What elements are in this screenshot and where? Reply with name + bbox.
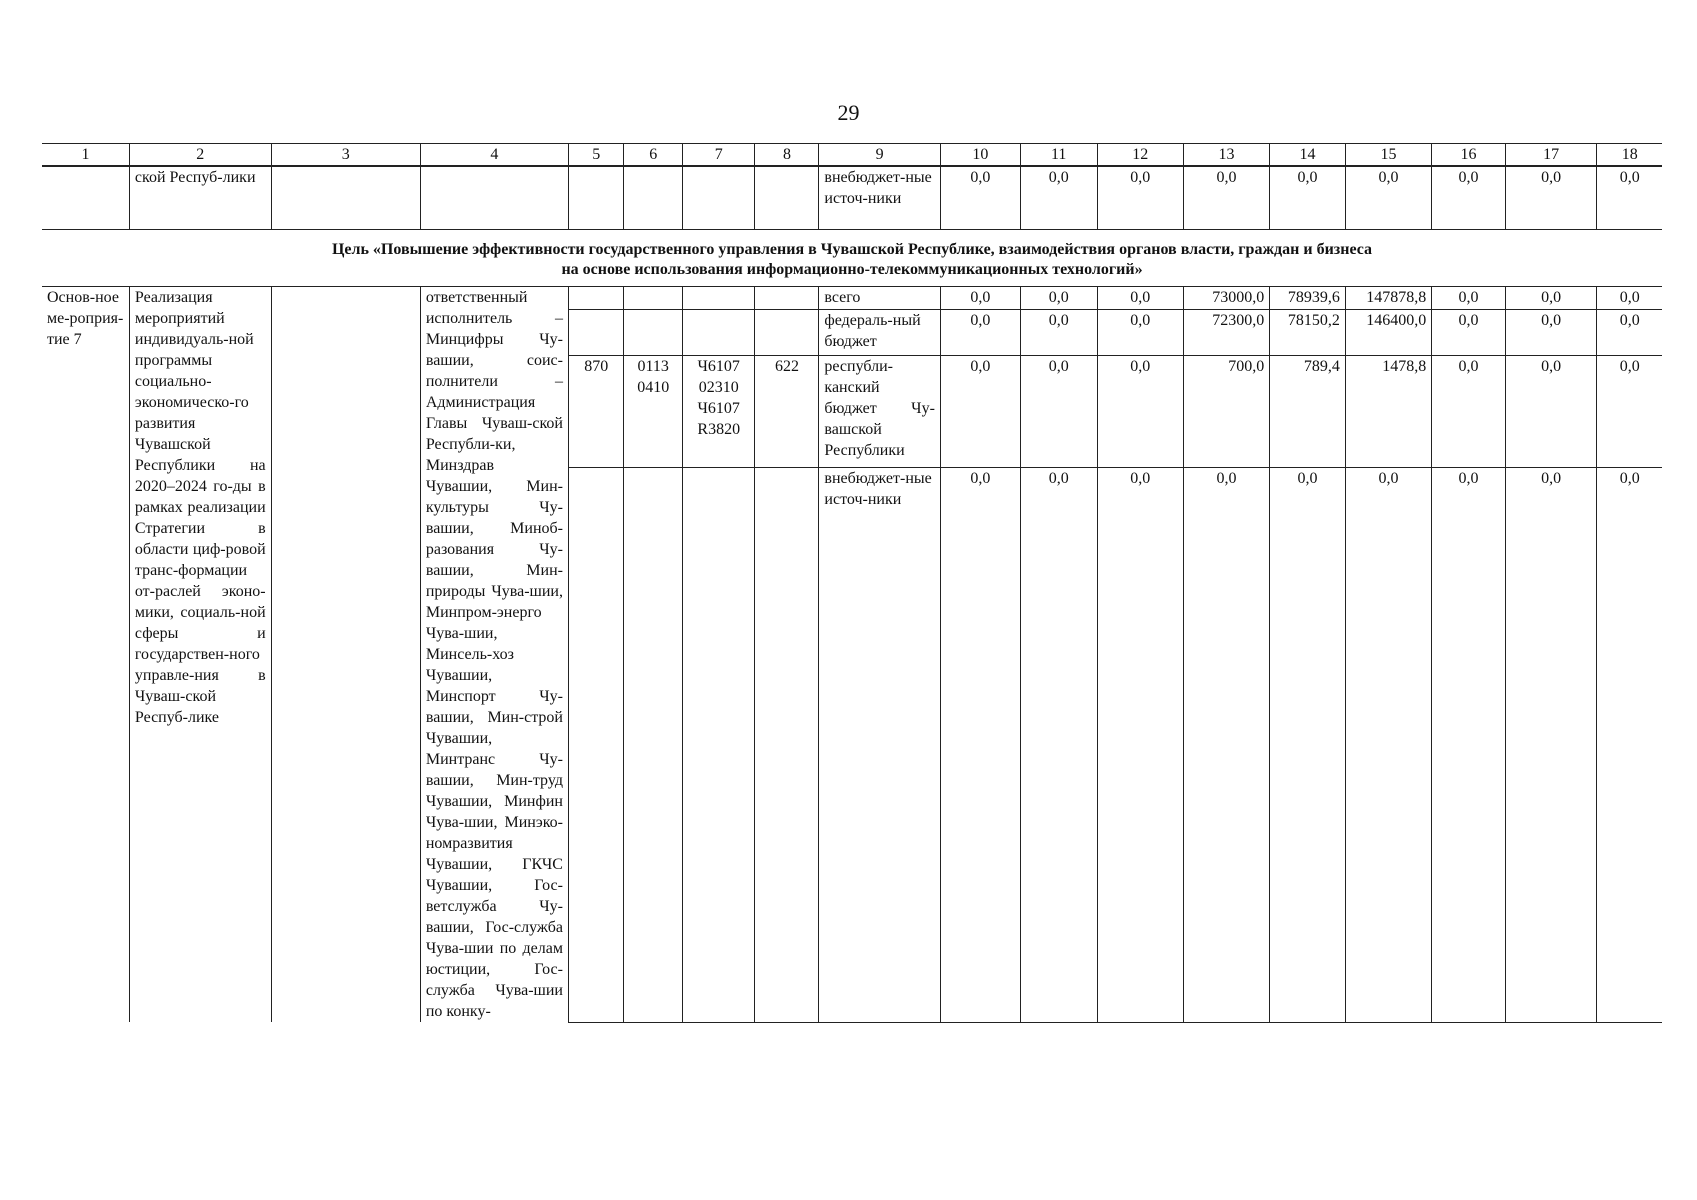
column-header-row [42,144,1662,167]
value-cell: 0,0 [1345,166,1431,230]
column-header: 6 [624,144,683,167]
value-cell: 0,0 [1597,355,1662,467]
program-name-cell: ской Респуб-лики [129,166,271,230]
value-cell: 0,0 [1183,166,1269,230]
value-cell: 146400,0 [1345,310,1431,355]
goal-line-2: на основе использования информационно-телекоммуникационных технологий» [561,261,1143,278]
table-cell [568,166,623,230]
column-header: 15 [1345,144,1431,167]
column-header: 2 [129,144,271,167]
value-cell: 0,0 [1020,467,1097,1022]
executor-cell: ответственный исполнитель – Минцифры Чу-вашии, соис-полнители – Администрация Главы Чуваш-ской Республи-ки, Минздрав Чувашии, Мин-культуры Чу-вашии, Миноб-разования Чу-вашии, Мин-природы Чува-шии, Минпром-энерго Чува-шии, Минсель-хоз Чувашии, Минспорт Чу-вашии, Мин-строй Чувашии, Минтранс Чу-вашии, Мин-труд Чувашии, Минфин Чува-шии, Минэко-номразвития Чувашии, ГКЧС Чувашии, Гос-ветслужба Чу-вашии, Гос-служба Чува-шии по делам юстиции, Гос-служба Чува-шии по конку- [420,287,568,1023]
column-header: 13 [1183,144,1269,167]
value-cell: 0,0 [1505,467,1597,1022]
table-cell [568,467,623,1022]
column-header: 3 [271,144,420,167]
value-cell: 0,0 [1505,287,1597,310]
table-cell [568,287,623,310]
value-cell: 1478,8 [1345,355,1431,467]
value-cell: 0,0 [1505,310,1597,355]
value-cell: 0,0 [1270,467,1346,1022]
column-header: 10 [940,144,1020,167]
value-cell: 0,0 [1097,310,1183,355]
table-cell [624,166,683,230]
value-cell: 0,0 [1505,355,1597,467]
value-cell: 0,0 [1345,467,1431,1022]
column-header: 18 [1597,144,1662,167]
value-cell: 0,0 [1020,310,1097,355]
value-cell: 0,0 [1020,355,1097,467]
column-header: 16 [1432,144,1506,167]
continuation-row [42,166,1662,230]
column-header: 12 [1097,144,1183,167]
column-header: 17 [1505,144,1597,167]
column-header: 14 [1270,144,1346,167]
event-number-cell: Основ-ное ме-роприя-тие 7 [42,287,129,1023]
value-cell: 0,0 [1097,166,1183,230]
table-cell [568,310,623,355]
page-number: 29 [837,100,860,125]
table-cell [624,310,683,355]
budget-table [42,143,1662,1023]
value-cell: 0,0 [1432,467,1506,1022]
table-cell [420,166,568,230]
table-cell [683,166,755,230]
table-cell [755,310,819,355]
value-cell: 0,0 [1097,355,1183,467]
value-cell: 147878,8 [1345,287,1431,310]
table-cell [755,166,819,230]
table-cell [683,287,755,310]
value-cell: 0,0 [1597,310,1662,355]
goal-heading [42,230,1662,287]
goal-row [42,230,1662,287]
table-cell [683,467,755,1022]
funding-source-cell: всего [819,287,941,310]
value-cell: 700,0 [1183,355,1269,467]
column-header: 11 [1020,144,1097,167]
value-cell: 0,0 [1183,467,1269,1022]
value-cell: 0,0 [1270,166,1346,230]
value-cell: 0,0 [1020,166,1097,230]
code-cell-target: Ч6107 02310 Ч6107 R3820 [683,355,755,467]
funding-row-total [42,287,1662,310]
funding-source-cell: внебюджет-ные источ-ники [819,166,941,230]
table-cell [755,467,819,1022]
funding-source-cell: внебюджет-ные источ-ники [819,467,941,1022]
goal-line-1: Цель «Повышение эффективности государственного управления в Чувашской Республике, взаимодействия органов власти, граждан и бизнеса [331,241,1373,258]
value-cell: 0,0 [940,166,1020,230]
table-cell [42,166,129,230]
code-cell-ministry: 870 [568,355,623,467]
value-cell: 0,0 [1020,287,1097,310]
value-cell: 0,0 [1432,287,1506,310]
code-cell-section: 0113 0410 [624,355,683,467]
value-cell: 0,0 [940,310,1020,355]
table-cell [624,467,683,1022]
column-header: 9 [819,144,941,167]
column-header: 1 [42,144,129,167]
table-cell [271,166,420,230]
value-cell: 789,4 [1270,355,1346,467]
value-cell: 0,0 [1597,166,1662,230]
column-header: 4 [420,144,568,167]
value-cell: 0,0 [1432,166,1506,230]
value-cell: 0,0 [940,355,1020,467]
value-cell: 0,0 [1432,310,1506,355]
value-cell: 0,0 [1097,467,1183,1022]
value-cell: 73000,0 [1183,287,1269,310]
value-cell: 78939,6 [1270,287,1346,310]
column-header: 8 [755,144,819,167]
table-cell [683,310,755,355]
event-name-cell: Реализация мероприятий индивидуаль-ной программы социально-экономическо-го развития Чувашской Республики на 2020–2024 го-ды в рамках реализации Стратегии в области циф-ровой транс-формации от-раслей эконо-мики, социаль-ной сферы и государствен-ного управле-ния в Чуваш-ской Респуб-лике [129,287,271,1023]
value-cell: 0,0 [940,287,1020,310]
column-header: 5 [568,144,623,167]
column-header: 7 [683,144,755,167]
table-cell [271,287,420,1023]
value-cell: 0,0 [1505,166,1597,230]
funding-source-cell: федераль-ный бюджет [819,310,941,355]
code-cell-expense-type: 622 [755,355,819,467]
value-cell: 72300,0 [1183,310,1269,355]
value-cell: 0,0 [1597,467,1662,1022]
value-cell: 0,0 [1432,355,1506,467]
value-cell: 0,0 [940,467,1020,1022]
funding-source-cell: республи-канский бюджет Чу-вашской Республики [819,355,941,467]
table-cell [755,287,819,310]
value-cell: 0,0 [1597,287,1662,310]
value-cell: 0,0 [1097,287,1183,310]
table-cell [624,287,683,310]
value-cell: 78150,2 [1270,310,1346,355]
